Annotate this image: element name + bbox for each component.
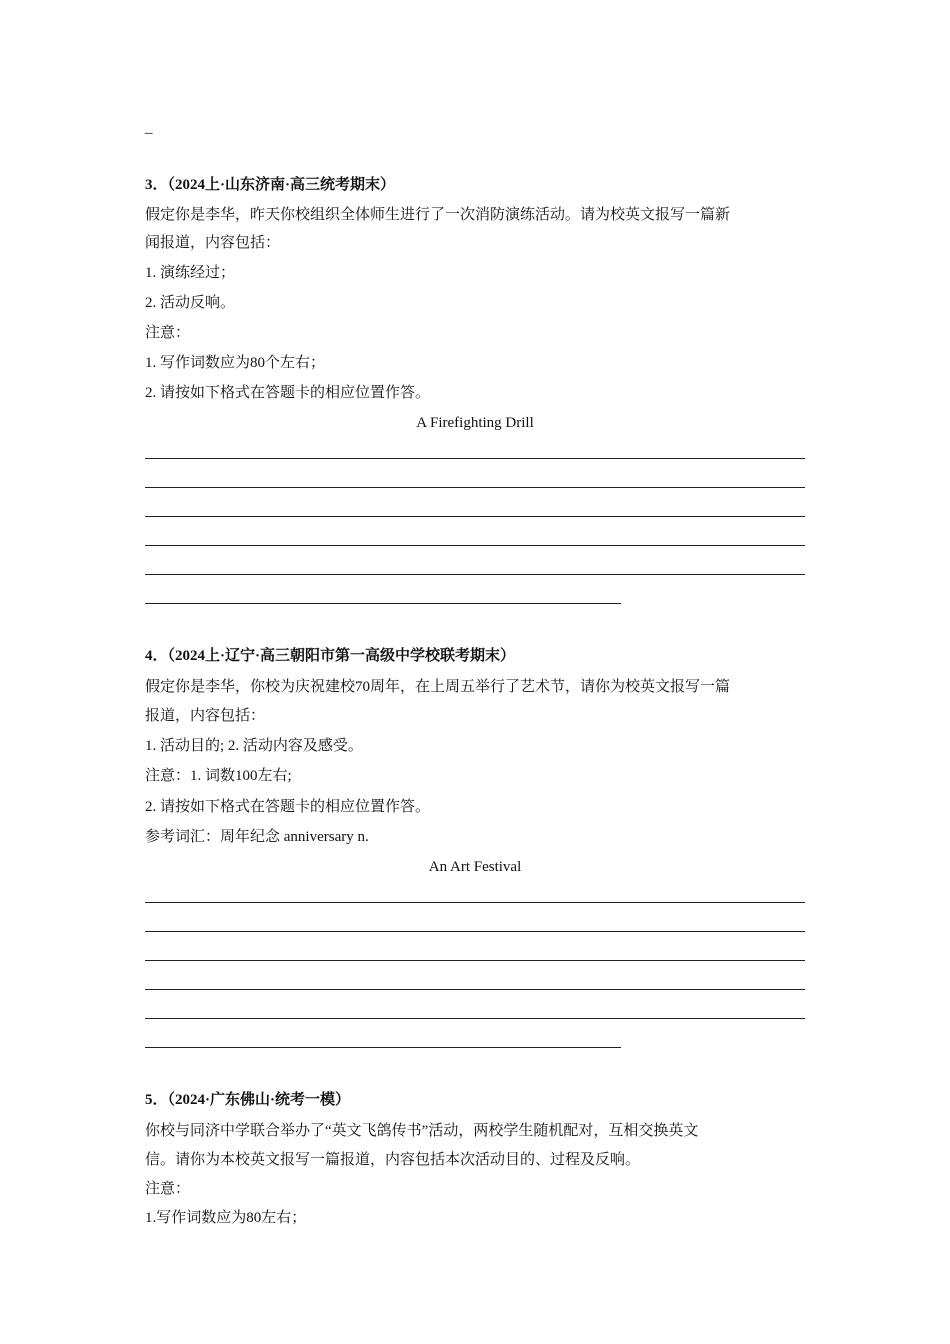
q3-essay-title: A Firefighting Drill bbox=[416, 415, 534, 431]
q4-line: 注意：1. 词数100左右; bbox=[145, 768, 292, 784]
answer-line bbox=[145, 545, 805, 546]
q5-line: 信。请你为本校英文报写一篇报道，内容包括本次活动目的、过程及反响。 bbox=[145, 1152, 641, 1168]
q3-line: 注意： bbox=[145, 325, 191, 341]
top-mark: _ bbox=[145, 120, 153, 136]
q4-line: 1. 活动目的; 2. 活动内容及感受。 bbox=[145, 738, 363, 754]
q3-line: 假定你是李华，昨天你校组织全体师生进行了一次消防演练活动。请为校英文报写一篇新 bbox=[145, 207, 731, 223]
q4-heading: 4．（2024上·辽宁·高三朝阳市第一高级中学校联考期末） bbox=[145, 648, 516, 664]
answer-line bbox=[145, 487, 805, 488]
q4-line: 报道，内容包括： bbox=[145, 708, 266, 724]
answer-line bbox=[145, 902, 805, 903]
q5-line: 注意： bbox=[145, 1181, 191, 1197]
q4-essay-title: An Art Festival bbox=[428, 859, 522, 875]
answer-line bbox=[145, 960, 805, 961]
answer-line bbox=[145, 574, 805, 575]
answer-line bbox=[145, 603, 621, 604]
q3-line: 2. 请按如下格式在答题卡的相应位置作答。 bbox=[145, 385, 431, 401]
q3-line: 1. 演练经过； bbox=[145, 265, 236, 281]
q3-heading: 3．（2024上·山东济南·高三统考期末） bbox=[145, 177, 396, 193]
q5-line: 1.写作词数应为80左右； bbox=[145, 1210, 307, 1226]
q4-line: 假定你是李华，你校为庆祝建校70周年，在上周五举行了艺术节，请你为校英文报写一篇 bbox=[145, 679, 731, 695]
q3-line: 2. 活动反响。 bbox=[145, 295, 236, 311]
q5-line: 你校与同济中学联合举办了“英文飞鸽传书”活动，两校学生随机配对，互相交换英文 bbox=[145, 1123, 699, 1139]
q4-line: 2. 请按如下格式在答题卡的相应位置作答。 bbox=[145, 799, 431, 815]
q5-heading: 5．（2024·广东佛山·统考一模） bbox=[145, 1092, 351, 1108]
answer-line bbox=[145, 1018, 805, 1019]
q3-line: 闻报道，内容包括： bbox=[145, 235, 281, 251]
answer-line bbox=[145, 516, 805, 517]
q4-line: 参考词汇：周年纪念 anniversary n. bbox=[145, 829, 369, 845]
q3-line: 1. 写作词数应为80个左右； bbox=[145, 355, 326, 371]
answer-line bbox=[145, 989, 805, 990]
answer-line bbox=[145, 931, 805, 932]
answer-line bbox=[145, 1047, 621, 1048]
answer-line bbox=[145, 458, 805, 459]
